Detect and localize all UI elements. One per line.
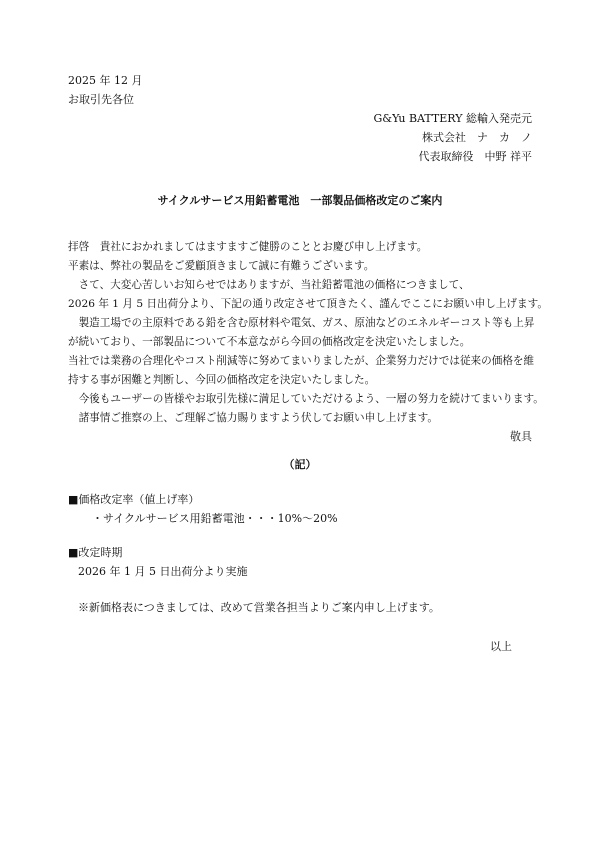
body-paragraph: 2026 年 1 月 5 日出荷分より、下記の通り改定させて頂きたく、謹んでここにお願い申し上げます。 xyxy=(68,298,548,310)
body-paragraph: 持する事が困難と判断し、今回の価格改定を決定いたしました。 xyxy=(68,374,376,386)
rate-item: ・サイクルサービス用鉛蓄電池・・・10%～20% xyxy=(92,512,338,525)
letter-recipient: お取引先各位 xyxy=(68,93,134,106)
end-mark: 以上 xyxy=(490,640,512,653)
sender-company-name: 株式会社 ナ カ ノ xyxy=(422,131,532,144)
body-paragraph: 今後もユーザーの皆様やお取引先様に満足していただけるよう、一層の努力を続けてまいります。 xyxy=(68,393,544,405)
sender-company-line: G&Yu BATTERY 総輸入発売元 xyxy=(373,112,532,125)
rate-heading: ■価格改定率（値上げ率） xyxy=(68,493,200,506)
sender-representative: 代表取締役 中野 祥平 xyxy=(418,150,532,163)
body-paragraph: 製造工場での主原料である鉛を含む原材料や電気、ガス、原油などのエネルギーコスト等も上昇 xyxy=(68,317,535,329)
ki-heading: （記） xyxy=(283,458,317,471)
date-item: 2026 年 1 月 5 日出荷分より実施 xyxy=(78,565,248,578)
body-paragraph: さて、大変心苦しいお知らせではありますが、当社鉛蓄電池の価格につきまして、 xyxy=(68,279,470,291)
body-paragraph: 平素は、弊社の製品をご愛顧頂きまして誠に有難うございます。 xyxy=(68,260,375,272)
closing-keigu: 敬具 xyxy=(510,430,532,443)
body-paragraph: 拝啓 貴社におかれましてはますますご健勝のこととお慶び申し上げます。 xyxy=(68,241,428,253)
date-heading: ■改定時期 xyxy=(68,546,123,559)
body-paragraph: が続いており、一部製品について不本意ながら今回の価格改定を決定いたしました。 xyxy=(68,336,471,348)
body-paragraph: 当社では業務の合理化やコスト削減等に努めてまいりましたが、企業努力だけでは従来の価格を維 xyxy=(68,355,535,367)
document-title: サイクルサービス用鉛蓄電池 一部製品価格改定のご案内 xyxy=(157,194,443,207)
body-paragraph: 諸事情ご推察の上、ご理解ご協力賜りますよう伏してお願い申し上げます。 xyxy=(68,412,438,424)
letter-date: 2025 年 12 月 xyxy=(68,74,143,87)
price-list-note: ※新価格表につきましては、改めて営業各担当よりご案内申し上げます。 xyxy=(78,601,440,614)
